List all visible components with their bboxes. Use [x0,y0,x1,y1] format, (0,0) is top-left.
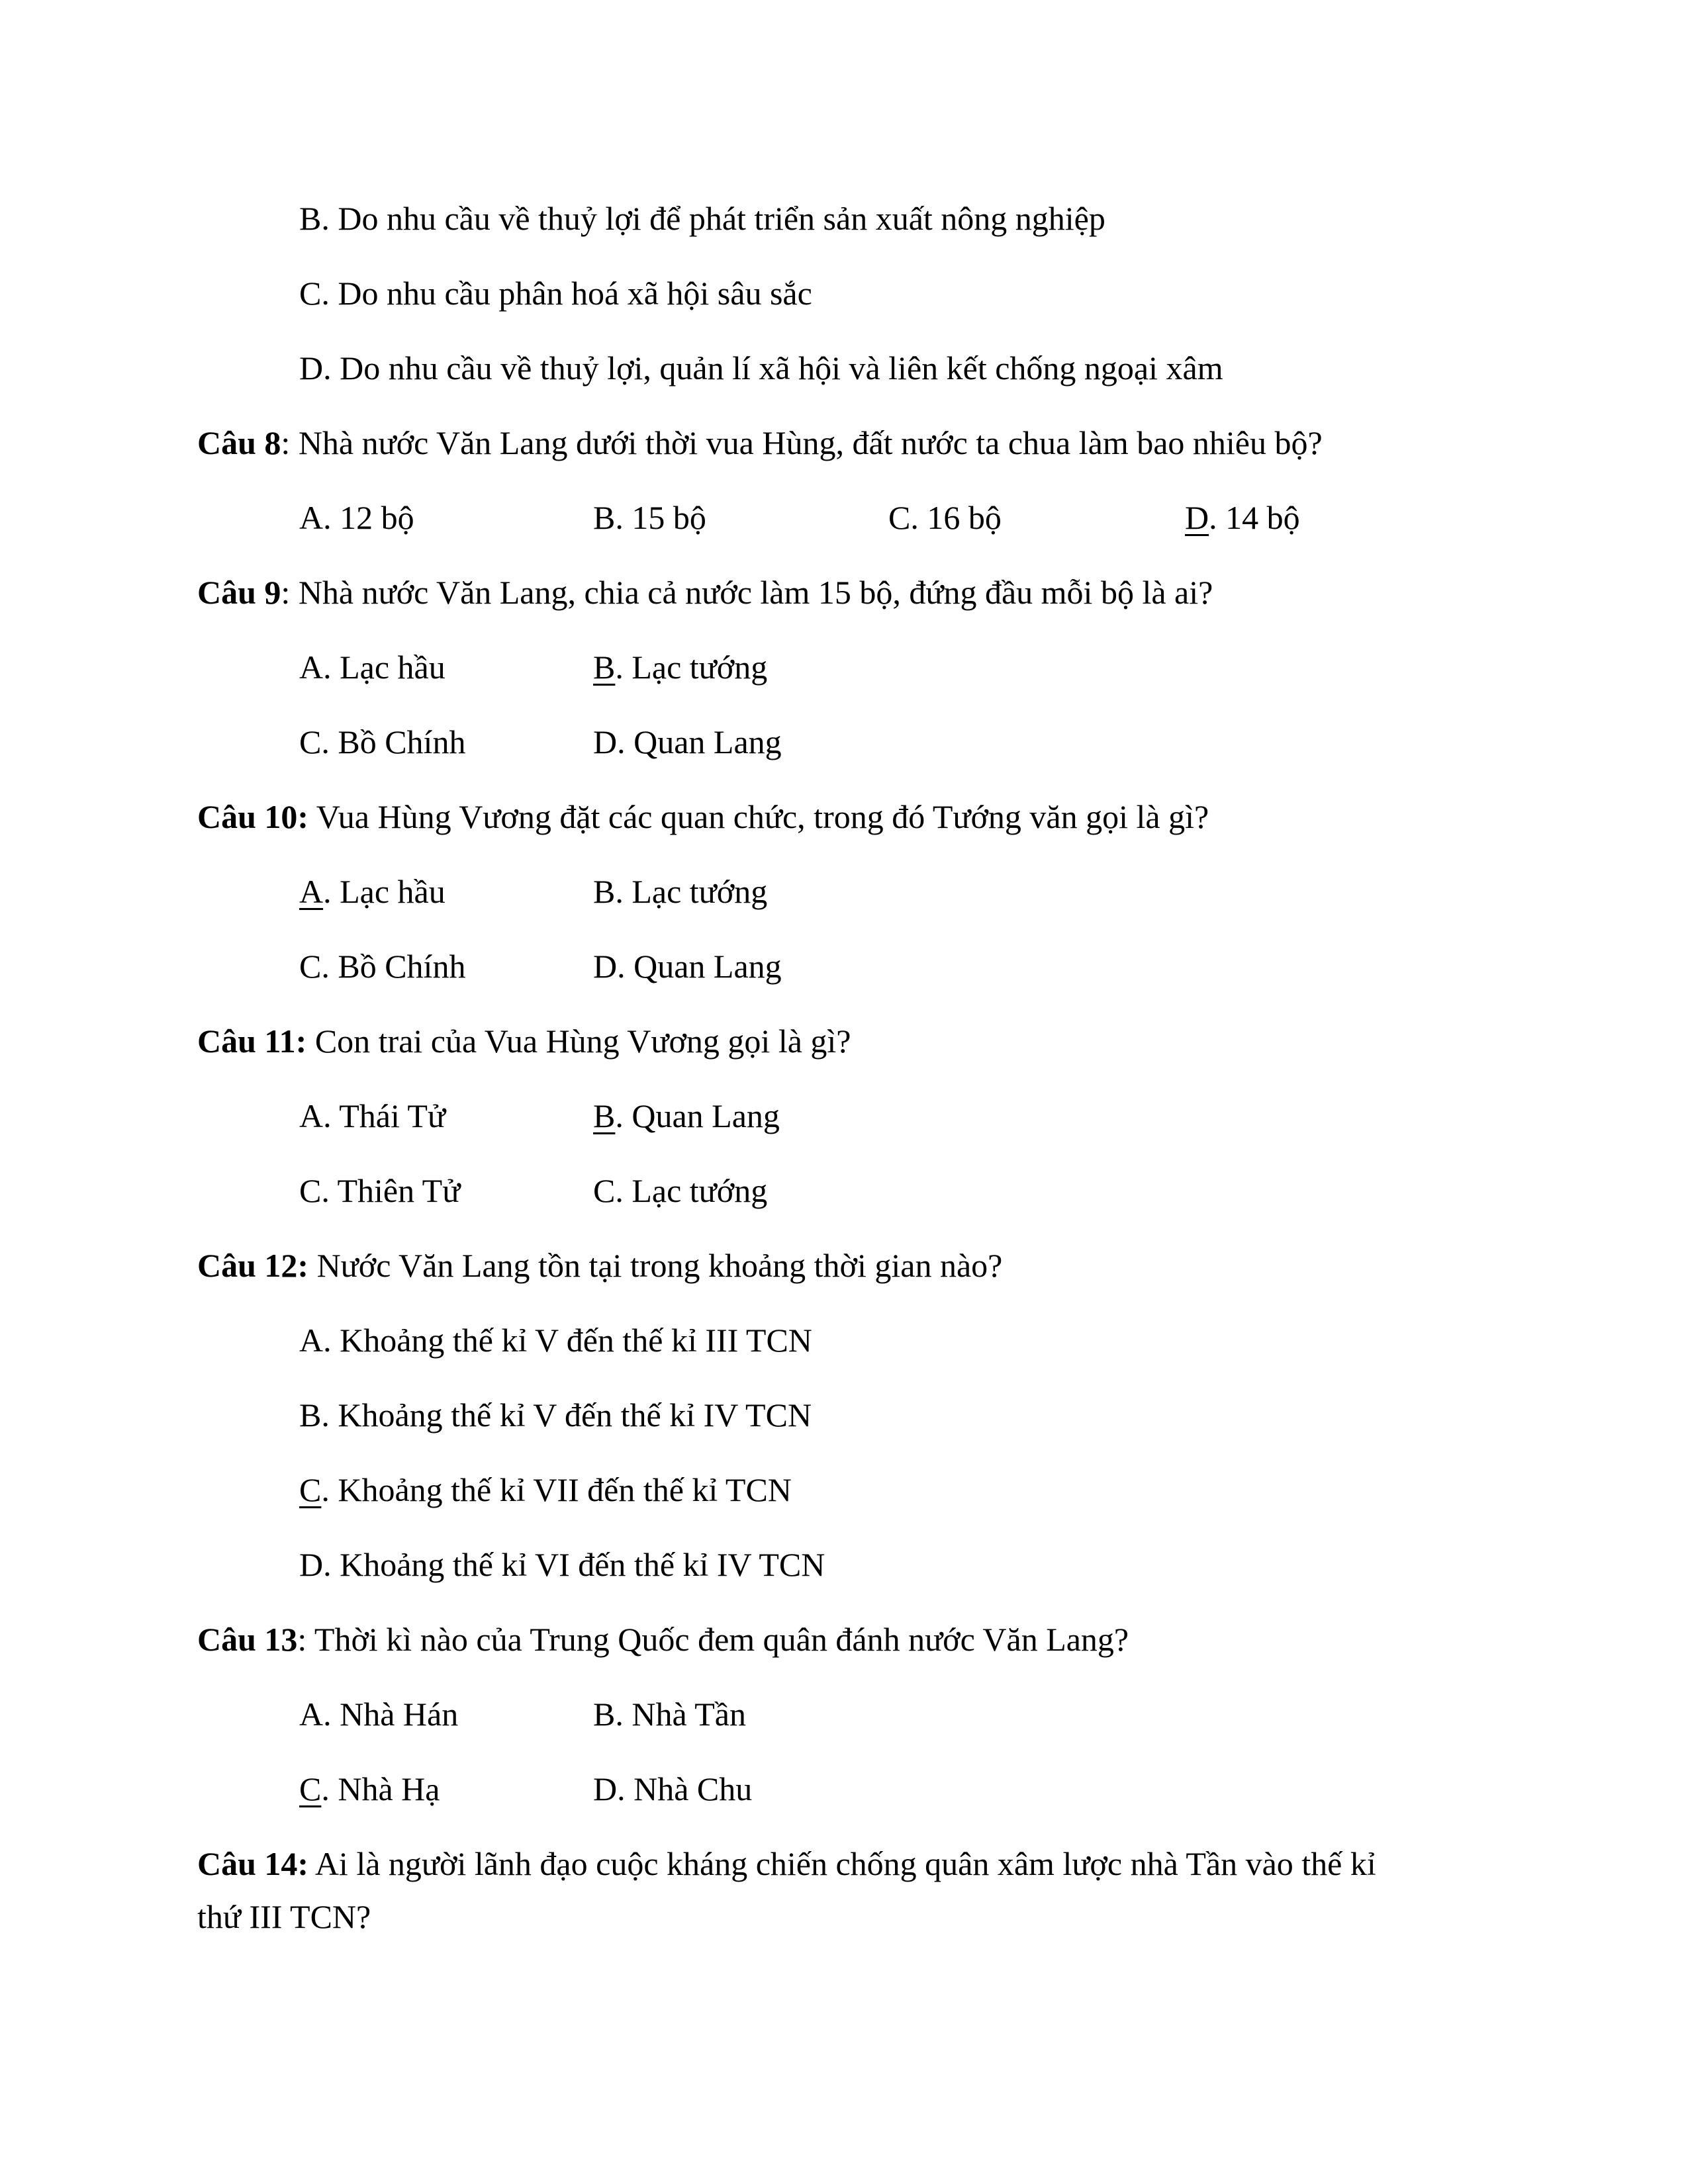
leading-option-c: C. Do nhu cầu phân hoá xã hội sâu sắc [299,275,812,312]
q12-option-d [299,1545,825,1584]
option-letter: A [299,1696,324,1733]
option-text: . Nhà Hán [323,1696,459,1733]
option-text: . Bồ Chính [321,723,466,760]
q11-option-d [593,1171,767,1210]
q9-option-d [593,722,782,762]
question-label: Câu 11: [197,1023,307,1060]
q8-option-c [888,498,1002,537]
option-letter: A [299,1322,324,1359]
question-text: Nước Văn Lang tồn tại trong khoảng thời gian nào? [316,1247,1003,1284]
option-text: . Khoảng thế kỉ V đến thế kỉ IV TCN [321,1396,812,1433]
question-10 [197,797,1209,837]
option-letter: B [593,499,616,536]
option-letter: C [593,1172,616,1209]
option-letter: D [593,948,618,985]
option-letter: A [299,649,324,686]
leading-option-b: B. Do nhu cầu về thuỷ lợi để phát triển sản xuất nông nghiệp [299,200,1105,237]
question-text: Thời kì nào của Trung Quốc đem quân đánh nước Văn Lang? [314,1621,1129,1658]
question-separator [308,1845,315,1882]
option-text: . Quan Lang [615,1097,780,1134]
q11-option-b-correct [593,1096,780,1136]
option-text: . Khoảng thế kỉ V đến thế kỉ III TCN [323,1322,812,1359]
option-text: . Quan Lang [617,723,782,760]
option-text: . Bồ Chính [321,948,466,985]
question-text: Ai là người lãnh đạo cuộc kháng chiến chống quân xâm lược nhà Tần vào thế kỉ [314,1845,1376,1882]
option-letter: D [593,723,618,760]
option-letter-underlined: D [1185,499,1209,536]
option-letter: D [299,1546,324,1583]
q10-option-b [593,872,767,911]
q13-option-b [593,1694,746,1734]
option-letter: B [299,1396,322,1433]
option-text: . Khoảng thế kỉ VII đến thế kỉ TCN [321,1471,792,1508]
option-text: . Lạc tướng [615,873,768,910]
leading-option-d: D. Do nhu cầu về thuỷ lợi, quản lí xã hội và liên kết chống ngoại xâm [299,349,1223,387]
option-text: . Thiên Tử [321,1172,461,1209]
option-letter: A [299,499,324,536]
question-separator: : [281,574,299,611]
q8-option-a [299,498,414,537]
option-letter: C [888,499,911,536]
question-label: Câu 9 [197,574,281,611]
q12-option-b [299,1395,812,1435]
question-text: Nhà nước Văn Lang dưới thời vua Hùng, đất nước ta chua làm bao nhiêu bộ? [298,424,1323,461]
option-letter: B [593,1696,616,1733]
option-text: . Lạc hầu [323,873,445,910]
option-letter-underlined: C [299,1471,322,1508]
question-text: Nhà nước Văn Lang, chia cả nước làm 15 bộ, đứng đầu mỗi bộ là ai? [298,574,1213,611]
question-8 [197,423,1323,463]
option-text: . 16 bộ [910,499,1002,536]
option-text: . Nhà Tần [615,1696,746,1733]
question-separator [308,1247,317,1284]
option-letter-underlined: B [593,649,616,686]
question-11 [197,1021,851,1061]
question-12 [197,1246,1002,1285]
option-letter: A [299,1097,324,1134]
option-text: . Quan Lang [617,948,782,985]
option-letter-underlined: B [593,1097,616,1134]
question-13 [197,1619,1129,1659]
q10-option-d [593,946,782,986]
question-separator [306,1023,315,1060]
option-letter: C [299,723,322,760]
q9-option-b-correct [593,647,767,687]
option-text: . Nhà Chu [617,1770,753,1807]
option-text: . Nhà Hạ [321,1770,440,1807]
question-label: Câu 12: [197,1247,309,1284]
q12-option-a [299,1320,812,1360]
option-letter: C [299,948,322,985]
q10-option-c [299,946,465,986]
option-text: . Lạc tướng [615,649,768,686]
question-separator [308,798,316,835]
option-text: . 15 bộ [615,499,706,536]
q11-option-a [299,1096,445,1136]
option-text: . 14 bộ [1209,499,1300,536]
option-text: . Thái Tử [323,1097,446,1134]
q9-option-a [299,647,445,687]
option-letter: B [593,873,616,910]
question-label: Câu 10: [197,798,309,835]
question-label: Câu 8 [197,424,281,461]
option-letter: C [299,1172,322,1209]
q13-option-c-correct [299,1769,440,1809]
q9-option-c [299,722,465,762]
q10-option-a-correct [299,872,445,911]
question-text: Con trai của Vua Hùng Vương gọi là gì? [314,1023,851,1060]
q13-option-a [299,1694,458,1734]
question-separator: : [281,424,299,461]
q11-option-c [299,1171,460,1210]
q13-option-d [593,1769,752,1809]
q8-option-b [593,498,706,537]
option-text: . Lạc hầu [323,649,445,686]
option-letter-underlined: A [299,873,324,910]
question-9 [197,572,1213,612]
question-separator: : [297,1621,314,1658]
option-text: . 12 bộ [323,499,414,536]
question-label: Câu 13 [197,1621,298,1658]
question-text: Vua Hùng Vương đặt các quan chức, trong đó Tướng văn gọi là gì? [316,798,1209,835]
option-text: . Lạc tướng [615,1172,768,1209]
q12-option-c-correct [299,1470,792,1510]
question-label: Câu 14: [197,1845,309,1882]
option-letter: D [593,1770,618,1807]
option-letter-underlined: C [299,1770,322,1807]
q8-option-d-correct [1185,498,1300,537]
question-14-continuation: thứ III TCN? [197,1898,371,1935]
question-14 [197,1844,1376,1884]
option-text: . Khoảng thế kỉ VI đến thế kỉ IV TCN [323,1546,825,1583]
